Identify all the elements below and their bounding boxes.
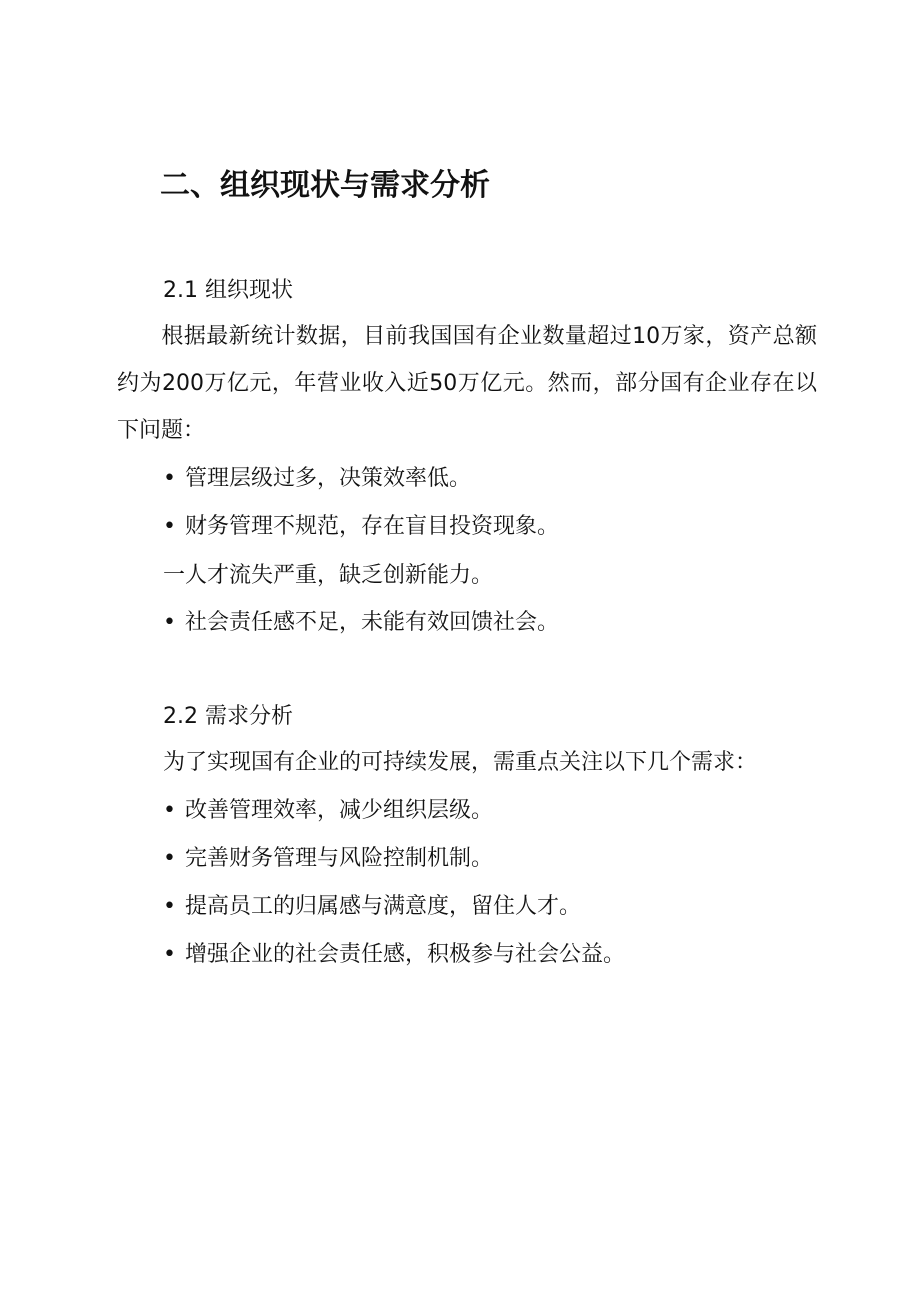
section-title: 二、组织现状与需求分析 xyxy=(160,168,490,203)
list-item-text: 财务管理不规范，存在盲目投资现象。 xyxy=(185,514,560,539)
list-item-text: 人才流失严重，缺乏创新能力。 xyxy=(185,563,494,588)
list-item-text: 改善管理效率，减少组织层级。 xyxy=(185,798,494,823)
list-item xyxy=(163,512,559,542)
current-paragraph xyxy=(117,313,817,454)
bullet-marker: • xyxy=(163,846,176,871)
bullet-marker: • xyxy=(163,466,176,491)
bullet-marker: • xyxy=(163,942,176,967)
needs-intro: 为了实现国有企业的可持续发展，需重点关注以下几个需求： xyxy=(163,750,758,775)
list-item-text: 管理层级过多，决策效率低。 xyxy=(185,466,472,491)
dash-marker: 一 xyxy=(163,563,186,588)
current-paragraph-text: 根据最新统计数据，目前我国国有企业数量超过10万家，资产总额约为200万亿元，年营业收入近50万亿元。然而，部分国有企业存在以下问题： xyxy=(117,324,817,443)
subsection-heading-needs: 2.2 需求分析 xyxy=(163,704,293,729)
list-item xyxy=(163,608,559,638)
bullet-marker: • xyxy=(163,610,176,635)
list-item xyxy=(163,844,493,874)
list-item xyxy=(163,892,581,922)
list-item xyxy=(163,940,625,970)
list-item-text: 提高员工的归属感与满意度，留住人才。 xyxy=(185,894,582,919)
list-item-text: 增强企业的社会责任感，积极参与社会公益。 xyxy=(185,942,626,967)
bullet-marker: • xyxy=(163,798,176,823)
bullet-marker: • xyxy=(163,894,176,919)
subsection-heading-current: 2.1 组织现状 xyxy=(163,278,293,303)
list-item xyxy=(163,464,471,494)
list-item-text: 社会责任感不足，未能有效回馈社会。 xyxy=(185,610,560,635)
list-item xyxy=(163,796,493,826)
list-item xyxy=(163,561,493,591)
list-item-text: 完善财务管理与风险控制机制。 xyxy=(185,846,494,871)
bullet-marker: • xyxy=(163,514,176,539)
